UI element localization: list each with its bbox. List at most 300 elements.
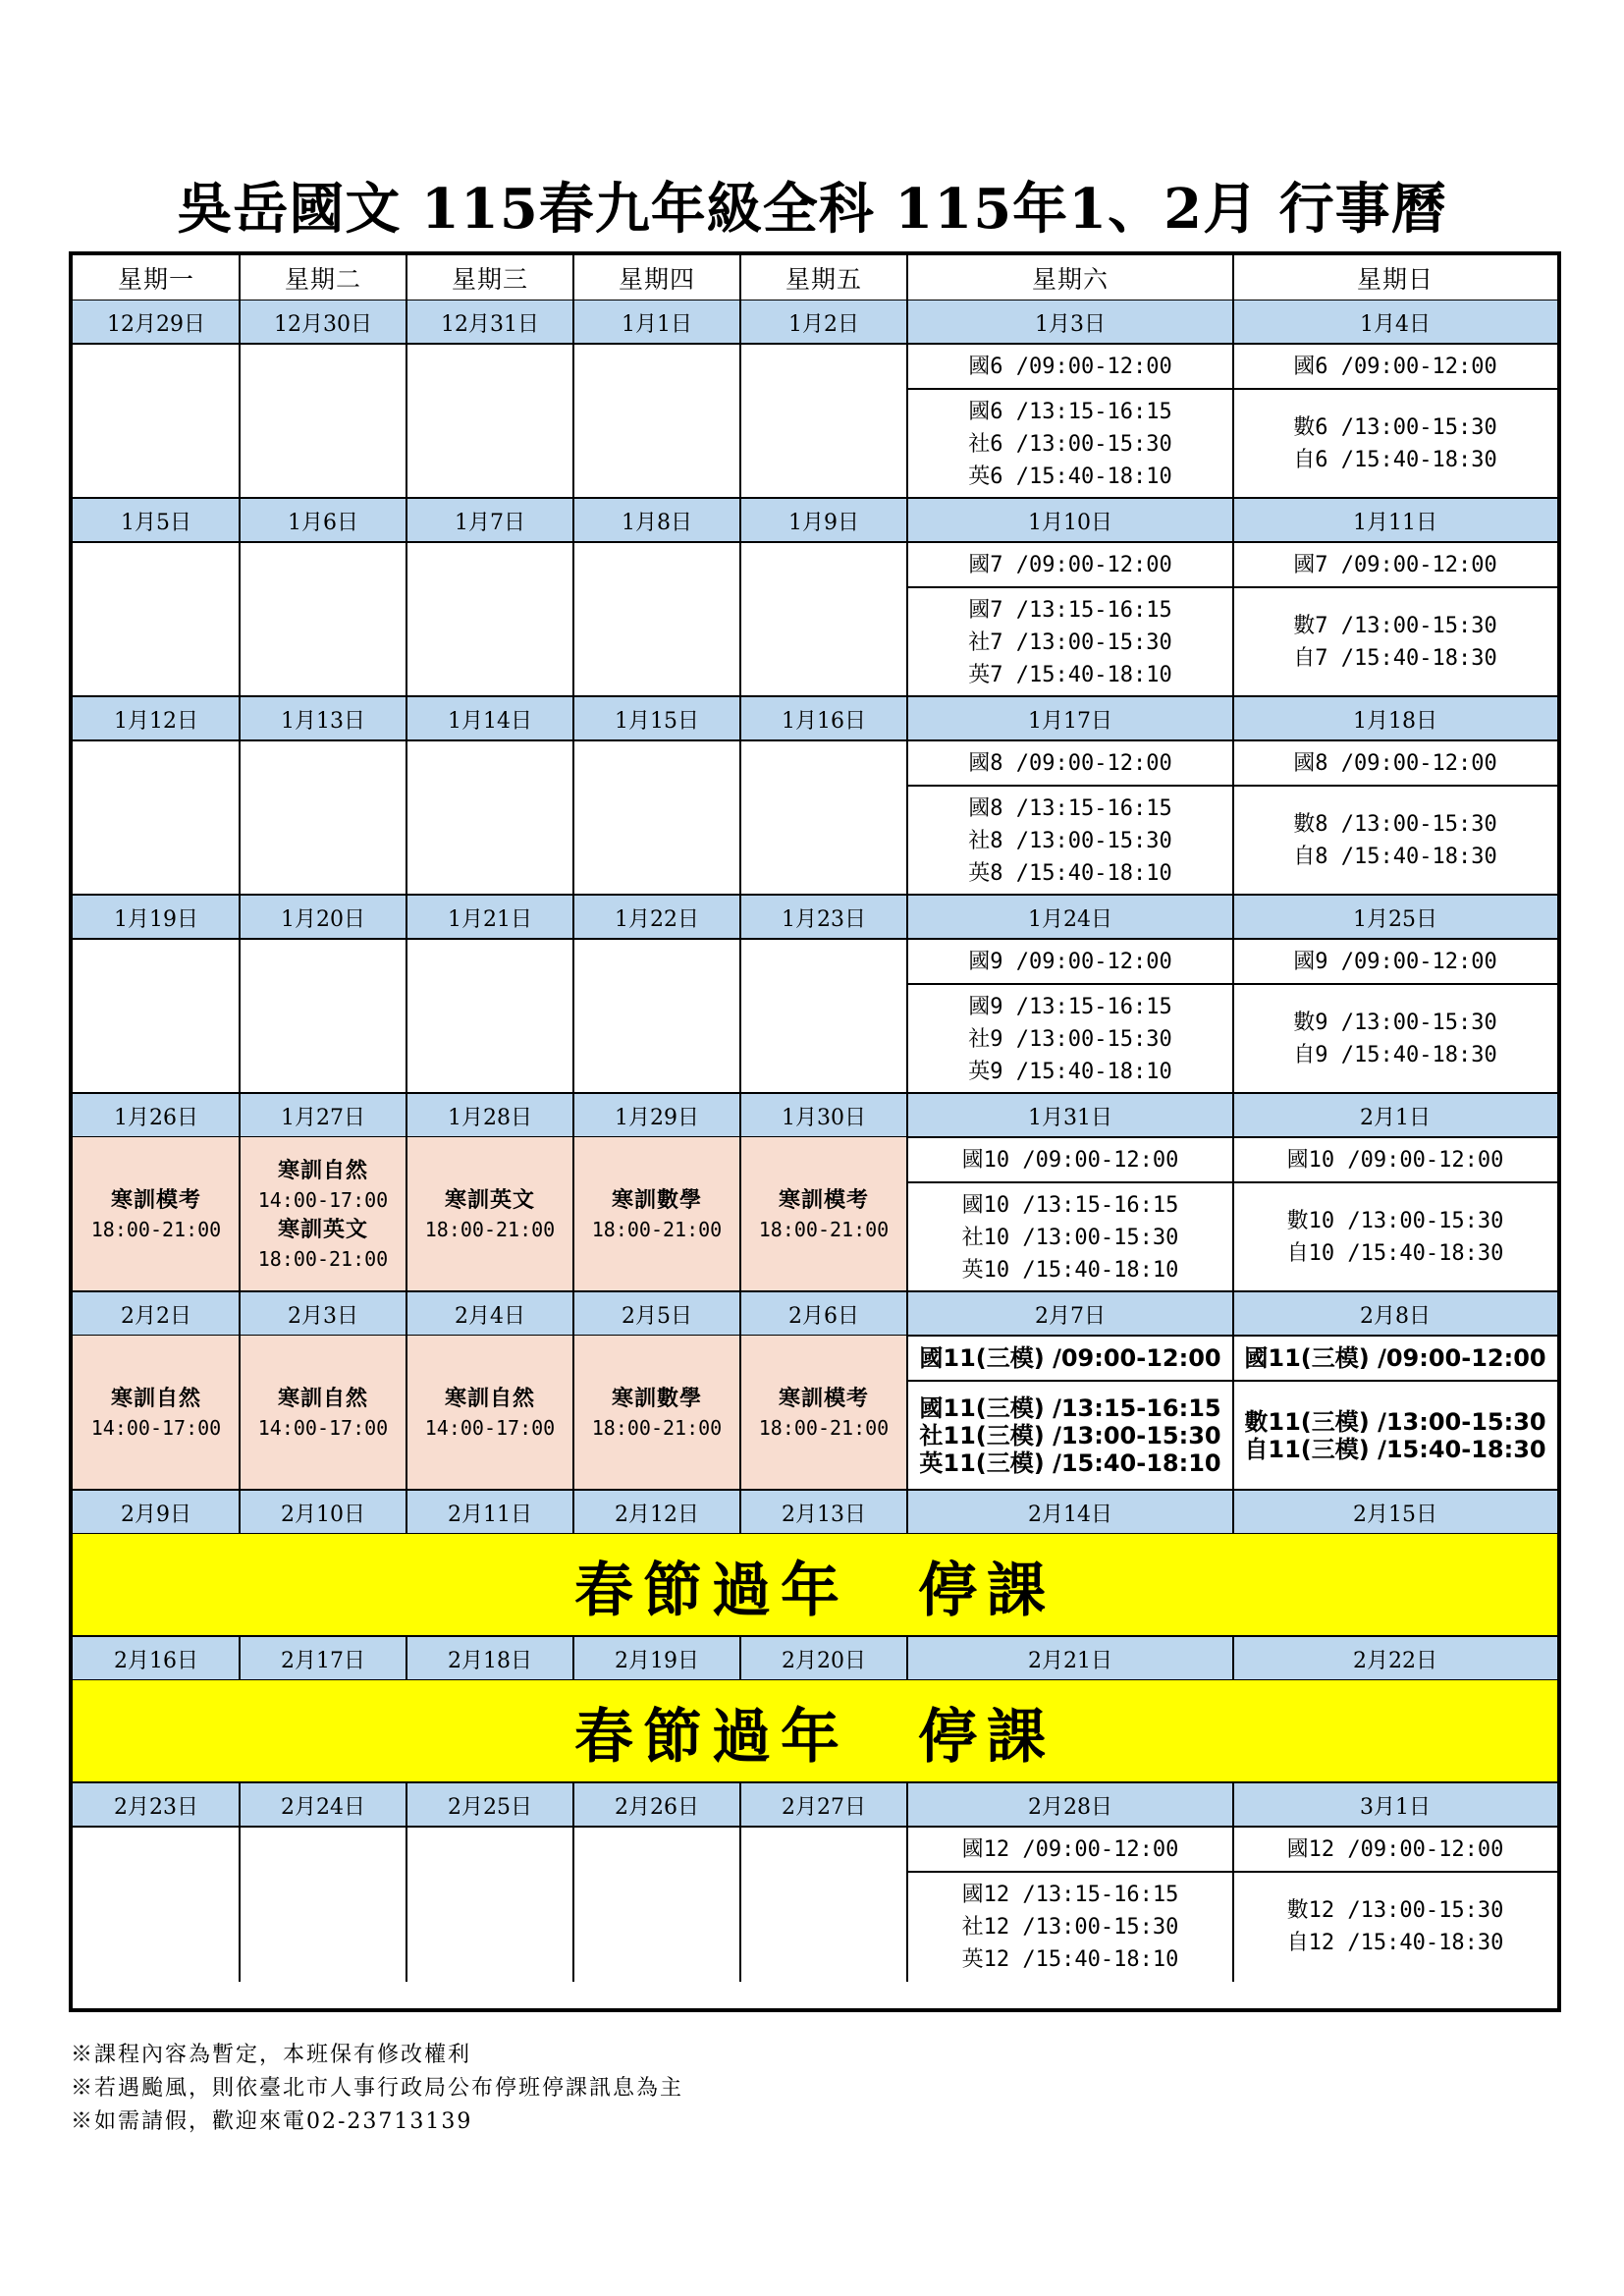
date-cell: 1月26日 — [73, 1094, 240, 1137]
date-cell: 1月30日 — [740, 1094, 907, 1137]
weekday-header: 星期日 — [1356, 265, 1434, 294]
date-cell: 2月2日 — [73, 1292, 240, 1336]
class-line: 國7 /13:15-16:15 — [968, 597, 1172, 623]
date-cell: 2月12日 — [573, 1491, 740, 1534]
class-line: 國11(三模) /13:15-16:15 — [919, 1394, 1221, 1422]
date-cell: 2月15日 — [1233, 1491, 1557, 1534]
grid-line — [406, 896, 407, 939]
saturday-am-slot: 國11(三模) /09:00-12:00 — [919, 1344, 1221, 1372]
weekday-header: 星期二 — [284, 265, 361, 294]
sunday-am-slot: 國12 /09:00-12:00 — [1286, 1836, 1504, 1862]
grid-line — [739, 499, 741, 542]
grid-line — [1232, 344, 1234, 499]
grid-line — [906, 697, 908, 740]
date-cell: 2月10日 — [240, 1491, 406, 1534]
event-list — [425, 1185, 555, 1244]
sunday-pm-slot — [1233, 984, 1557, 1094]
page-title: 吳岳國文 115春九年級全科 115年1、2月 行事曆 — [177, 177, 1447, 242]
grid-line — [572, 1336, 574, 1491]
day-cell — [240, 344, 406, 499]
grid-line — [906, 1094, 908, 1137]
saturday-pm-slot — [907, 1182, 1233, 1292]
weekday-header: 星期四 — [618, 265, 695, 294]
class-line: 自9 /15:40-18:30 — [1293, 1043, 1497, 1067]
date-cell: 1月8日 — [573, 499, 740, 542]
sunday-am-slot: 國10 /09:00-12:00 — [1286, 1147, 1504, 1173]
date-cell: 2月23日 — [73, 1783, 240, 1827]
sunday-pm-slot — [1233, 1182, 1557, 1292]
event-list — [91, 1185, 221, 1244]
day-cell — [73, 1137, 240, 1292]
date-cell: 1月23日 — [740, 896, 907, 939]
grid-line — [906, 1783, 908, 1827]
date-cell: 2月17日 — [240, 1637, 406, 1680]
date-cell: 2月4日 — [406, 1292, 573, 1336]
event-name: 寒訓數學 — [611, 1187, 702, 1213]
date-cell: 1月1日 — [573, 301, 740, 344]
grid-line — [406, 1827, 407, 1982]
grid-line — [406, 1094, 407, 1137]
grid-line — [239, 542, 241, 697]
date-cell: 1月15日 — [573, 697, 740, 740]
date-cell: 2月19日 — [573, 1637, 740, 1680]
class-line: 社7 /13:00-15:30 — [968, 629, 1172, 655]
event-time: 18:00-21:00 — [424, 1218, 556, 1241]
day-cell — [406, 1137, 573, 1292]
grid-line — [1232, 1292, 1234, 1336]
class-line: 國6 /13:15-16:15 — [968, 399, 1172, 424]
class-list — [1293, 808, 1496, 873]
date-cell: 1月31日 — [907, 1094, 1233, 1137]
day-cell — [406, 344, 573, 499]
grid-line — [239, 255, 241, 301]
date-cell: 2月6日 — [740, 1292, 907, 1336]
saturday-pm-slot — [907, 984, 1233, 1094]
date-cell: 1月21日 — [406, 896, 573, 939]
date-cell: 2月3日 — [240, 1292, 406, 1336]
grid-line — [406, 939, 407, 1094]
class-line: 英10 /15:40-18:10 — [961, 1257, 1179, 1283]
weekday-header: 星期六 — [1031, 265, 1109, 294]
date-cell: 3月1日 — [1233, 1783, 1557, 1827]
grid-line — [1232, 740, 1234, 896]
date-cell: 1月6日 — [240, 499, 406, 542]
day-cell — [73, 542, 240, 697]
day-cell — [740, 542, 907, 697]
grid-line — [406, 344, 407, 499]
sunday-pm-slot — [1233, 1381, 1557, 1491]
grid-line — [239, 1336, 241, 1491]
grid-line — [572, 1783, 574, 1827]
grid-line — [739, 939, 741, 1094]
grid-line — [739, 697, 741, 740]
date-cell: 1月16日 — [740, 697, 907, 740]
date-cell: 2月24日 — [240, 1783, 406, 1827]
class-line: 社10 /13:00-15:30 — [961, 1225, 1179, 1250]
sunday-pm-slot — [1233, 389, 1557, 499]
day-cell — [73, 1827, 240, 1982]
class-line: 國10 /13:15-16:15 — [961, 1192, 1179, 1218]
day-cell — [740, 1827, 907, 1982]
date-cell: 1月10日 — [907, 499, 1233, 542]
date-cell: 2月5日 — [573, 1292, 740, 1336]
grid-line — [739, 1336, 741, 1491]
grid-line — [1232, 1094, 1234, 1137]
date-cell: 1月11日 — [1233, 499, 1557, 542]
grid-line — [739, 1094, 741, 1137]
grid-line — [1232, 697, 1234, 740]
date-cell: 2月14日 — [907, 1491, 1233, 1534]
date-cell: 12月30日 — [240, 301, 406, 344]
class-line: 自6 /15:40-18:30 — [1293, 448, 1497, 472]
class-line: 自7 /15:40-18:30 — [1293, 646, 1497, 671]
event-time: 14:00-17:00 — [257, 1188, 389, 1212]
date-cell: 12月29日 — [73, 301, 240, 344]
day-cell — [240, 1137, 406, 1292]
date-cell: 1月3日 — [907, 301, 1233, 344]
day-cell — [573, 740, 740, 896]
grid-line — [1232, 301, 1234, 344]
grid-line — [239, 1783, 241, 1827]
grid-line — [572, 1292, 574, 1336]
note-line: ※如需請假，歡迎來電02-23713139 — [71, 2109, 473, 2134]
sunday-am-slot: 國9 /09:00-12:00 — [1293, 949, 1497, 974]
grid-line — [406, 1783, 407, 1827]
day-cell — [740, 1137, 907, 1292]
date-cell: 2月25日 — [406, 1783, 573, 1827]
grid-line — [572, 1137, 574, 1292]
grid-line — [572, 499, 574, 542]
class-list — [1293, 411, 1496, 476]
date-cell: 2月9日 — [73, 1491, 240, 1534]
date-cell: 1月17日 — [907, 697, 1233, 740]
grid-line — [1232, 1137, 1234, 1292]
class-line: 數9 /13:00-15:30 — [1293, 1011, 1497, 1035]
grid-line — [239, 939, 241, 1094]
date-cell: 1月2日 — [740, 301, 907, 344]
grid-line — [406, 499, 407, 542]
class-list — [968, 991, 1171, 1088]
grid-line — [906, 301, 908, 344]
date-cell: 2月16日 — [73, 1637, 240, 1680]
grid-line — [1232, 1336, 1234, 1491]
grid-line — [239, 344, 241, 499]
saturday-am-slot: 國6 /09:00-12:00 — [968, 354, 1172, 379]
holiday-banner: 春節過年 停課 — [73, 1680, 1557, 1783]
class-line: 數11(三模) /13:00-15:30 — [1244, 1408, 1546, 1436]
saturday-pm-slot — [907, 587, 1233, 697]
class-line: 數6 /13:00-15:30 — [1293, 415, 1497, 440]
class-line: 英11(三模) /15:40-18:10 — [919, 1449, 1221, 1477]
date-cell: 1月20日 — [240, 896, 406, 939]
grid-line — [739, 344, 741, 499]
grid-line — [572, 697, 574, 740]
grid-line — [239, 740, 241, 896]
class-line: 國12 /13:15-16:15 — [961, 1882, 1179, 1907]
note-line: ※若遇颱風，則依臺北市人事行政局公布停班停課訊息為主 — [71, 2076, 684, 2101]
grid-line — [572, 301, 574, 344]
class-list — [968, 594, 1171, 691]
class-list — [1293, 1007, 1496, 1071]
event-list — [91, 1384, 221, 1443]
saturday-pm-slot — [907, 1872, 1233, 1982]
grid-line — [406, 301, 407, 344]
date-cell: 2月26日 — [573, 1783, 740, 1827]
grid-line — [1232, 1637, 1234, 1680]
sunday-am-slot: 國6 /09:00-12:00 — [1293, 354, 1497, 379]
grid-line — [739, 1827, 741, 1982]
sunday-pm-slot — [1233, 1872, 1557, 1982]
event-list — [592, 1185, 722, 1244]
event-list — [258, 1384, 388, 1443]
grid-line — [739, 1491, 741, 1534]
class-line: 數10 /13:00-15:30 — [1286, 1209, 1504, 1233]
grid-line — [406, 255, 407, 301]
weekday-header: 星期三 — [451, 265, 528, 294]
event-list — [258, 1156, 388, 1274]
class-line: 自10 /15:40-18:30 — [1286, 1241, 1504, 1266]
grid-line — [906, 1336, 908, 1491]
date-cell: 1月18日 — [1233, 697, 1557, 740]
day-cell — [740, 740, 907, 896]
saturday-am-slot: 國8 /09:00-12:00 — [968, 750, 1172, 776]
grid-line — [906, 1827, 908, 1982]
class-line: 社9 /13:00-15:30 — [968, 1026, 1172, 1052]
day-cell — [406, 1827, 573, 1982]
date-cell: 1月12日 — [73, 697, 240, 740]
holiday-banner: 春節過年 停課 — [73, 1534, 1557, 1637]
event-list — [759, 1185, 889, 1244]
class-line: 數8 /13:00-15:30 — [1293, 812, 1497, 837]
grid-line — [572, 740, 574, 896]
grid-line — [406, 740, 407, 896]
date-cell: 1月24日 — [907, 896, 1233, 939]
grid-line — [406, 1137, 407, 1292]
grid-line — [406, 1336, 407, 1491]
grid-line — [572, 896, 574, 939]
saturday-pm-slot — [907, 1381, 1233, 1491]
grid-line — [906, 1637, 908, 1680]
event-time: 18:00-21:00 — [591, 1218, 723, 1241]
event-name: 寒訓數學 — [611, 1386, 702, 1411]
sunday-pm-slot — [1233, 786, 1557, 896]
saturday-am-slot: 國10 /09:00-12:00 — [961, 1147, 1179, 1173]
grid-line — [906, 542, 908, 697]
saturday-am-slot: 國12 /09:00-12:00 — [961, 1836, 1179, 1862]
class-line: 英12 /15:40-18:10 — [961, 1946, 1179, 1972]
class-list — [1287, 1894, 1504, 1959]
date-cell: 1月22日 — [573, 896, 740, 939]
event-name: 寒訓自然 — [277, 1386, 368, 1411]
notes — [71, 2039, 683, 2139]
event-time: 18:00-21:00 — [257, 1247, 389, 1271]
grid-line — [739, 255, 741, 301]
grid-line — [739, 542, 741, 697]
grid-line — [739, 1137, 741, 1292]
day-cell — [573, 939, 740, 1094]
day-cell — [740, 344, 907, 499]
class-line: 自8 /15:40-18:30 — [1293, 845, 1497, 869]
grid-line — [739, 1783, 741, 1827]
day-cell — [240, 1336, 406, 1491]
class-line: 數7 /13:00-15:30 — [1293, 614, 1497, 638]
grid-line — [1232, 939, 1234, 1094]
date-cell: 2月28日 — [907, 1783, 1233, 1827]
event-name: 寒訓自然 — [277, 1158, 368, 1183]
grid-line — [239, 1491, 241, 1534]
saturday-am-slot: 國7 /09:00-12:00 — [968, 552, 1172, 577]
class-list — [968, 793, 1171, 890]
event-time: 18:00-21:00 — [591, 1416, 723, 1440]
weekday-header: 星期五 — [785, 265, 862, 294]
class-list — [1287, 1205, 1504, 1270]
date-cell: 1月5日 — [73, 499, 240, 542]
event-time: 18:00-21:00 — [758, 1416, 890, 1440]
date-cell: 1月14日 — [406, 697, 573, 740]
day-cell — [406, 542, 573, 697]
event-name: 寒訓模考 — [778, 1386, 869, 1411]
grid-line — [572, 255, 574, 301]
date-cell: 12月31日 — [406, 301, 573, 344]
grid-line — [572, 939, 574, 1094]
date-cell: 1月28日 — [406, 1094, 573, 1137]
date-cell: 2月18日 — [406, 1637, 573, 1680]
class-line: 國9 /13:15-16:15 — [968, 994, 1172, 1019]
day-cell — [573, 344, 740, 499]
grid-line — [1232, 499, 1234, 542]
weekday-header: 星期一 — [117, 265, 194, 294]
grid-line — [906, 1137, 908, 1292]
date-cell: 2月8日 — [1233, 1292, 1557, 1336]
event-time: 18:00-21:00 — [758, 1218, 890, 1241]
grid-line — [739, 740, 741, 896]
event-time: 14:00-17:00 — [257, 1416, 389, 1440]
grid-line — [1232, 542, 1234, 697]
class-line: 社8 /13:00-15:30 — [968, 828, 1172, 853]
date-cell: 2月11日 — [406, 1491, 573, 1534]
event-time: 14:00-17:00 — [424, 1416, 556, 1440]
saturday-am-slot: 國9 /09:00-12:00 — [968, 949, 1172, 974]
event-time: 14:00-17:00 — [90, 1416, 222, 1440]
grid-line — [406, 542, 407, 697]
event-name: 寒訓模考 — [110, 1187, 201, 1213]
day-cell — [573, 542, 740, 697]
grid-line — [739, 1637, 741, 1680]
class-line: 國8 /13:15-16:15 — [968, 795, 1172, 821]
class-line: 英7 /15:40-18:10 — [968, 662, 1172, 687]
day-cell — [740, 939, 907, 1094]
grid-line — [406, 1637, 407, 1680]
grid-line — [239, 1637, 241, 1680]
date-cell: 1月25日 — [1233, 896, 1557, 939]
calendar-table — [69, 251, 1561, 2012]
grid-line — [906, 740, 908, 896]
grid-line — [572, 1637, 574, 1680]
date-cell: 1月19日 — [73, 896, 240, 939]
sunday-pm-slot — [1233, 587, 1557, 697]
sunday-am-slot: 國8 /09:00-12:00 — [1293, 750, 1497, 776]
day-cell — [240, 1827, 406, 1982]
grid-line — [1232, 1827, 1234, 1982]
day-cell — [573, 1827, 740, 1982]
day-cell — [740, 1336, 907, 1491]
grid-line — [739, 1292, 741, 1336]
class-line: 社12 /13:00-15:30 — [961, 1914, 1179, 1940]
class-list — [919, 1394, 1220, 1477]
event-list — [425, 1384, 555, 1443]
grid-line — [739, 896, 741, 939]
class-list — [962, 1879, 1179, 1976]
day-cell — [240, 740, 406, 896]
grid-line — [1232, 1783, 1234, 1827]
class-list — [1293, 610, 1496, 675]
class-list — [962, 1189, 1179, 1286]
grid-line — [906, 1491, 908, 1534]
grid-line — [906, 1292, 908, 1336]
class-list — [1244, 1408, 1545, 1463]
day-cell — [73, 1336, 240, 1491]
grid-line — [572, 542, 574, 697]
grid-line — [572, 1827, 574, 1982]
grid-line — [239, 896, 241, 939]
day-cell — [73, 740, 240, 896]
grid-line — [406, 697, 407, 740]
day-cell — [240, 542, 406, 697]
grid-line — [239, 301, 241, 344]
grid-line — [239, 499, 241, 542]
date-cell: 1月9日 — [740, 499, 907, 542]
saturday-pm-slot — [907, 389, 1233, 499]
class-line: 英6 /15:40-18:10 — [968, 464, 1172, 489]
event-time: 18:00-21:00 — [90, 1218, 222, 1241]
grid-line — [572, 1491, 574, 1534]
date-cell: 2月13日 — [740, 1491, 907, 1534]
grid-line — [906, 939, 908, 1094]
date-cell: 2月7日 — [907, 1292, 1233, 1336]
event-name: 寒訓英文 — [444, 1187, 535, 1213]
class-line: 英8 /15:40-18:10 — [968, 860, 1172, 886]
date-cell: 2月1日 — [1233, 1094, 1557, 1137]
day-cell — [73, 939, 240, 1094]
class-line: 社6 /13:00-15:30 — [968, 431, 1172, 457]
event-name: 寒訓自然 — [444, 1386, 535, 1411]
class-line: 自11(三模) /15:40-18:30 — [1244, 1436, 1546, 1463]
date-cell: 1月13日 — [240, 697, 406, 740]
date-cell: 1月29日 — [573, 1094, 740, 1137]
grid-line — [572, 344, 574, 499]
class-line: 數12 /13:00-15:30 — [1286, 1898, 1504, 1923]
grid-line — [906, 255, 908, 301]
grid-line — [1232, 1491, 1234, 1534]
grid-line — [906, 499, 908, 542]
sunday-am-slot: 國11(三模) /09:00-12:00 — [1244, 1344, 1546, 1372]
grid-line — [406, 1292, 407, 1336]
grid-line — [239, 1094, 241, 1137]
date-cell: 2月21日 — [907, 1637, 1233, 1680]
class-line: 社11(三模) /13:00-15:30 — [919, 1422, 1221, 1449]
date-cell: 1月4日 — [1233, 301, 1557, 344]
day-cell — [406, 1336, 573, 1491]
grid-line — [239, 1827, 241, 1982]
grid-line — [739, 301, 741, 344]
day-cell — [406, 939, 573, 1094]
class-line: 自12 /15:40-18:30 — [1286, 1931, 1504, 1955]
grid-line — [1232, 896, 1234, 939]
class-line: 英9 /15:40-18:10 — [968, 1059, 1172, 1084]
sunday-am-slot: 國7 /09:00-12:00 — [1293, 552, 1497, 577]
grid-line — [1232, 255, 1234, 301]
event-name: 寒訓英文 — [277, 1217, 368, 1242]
